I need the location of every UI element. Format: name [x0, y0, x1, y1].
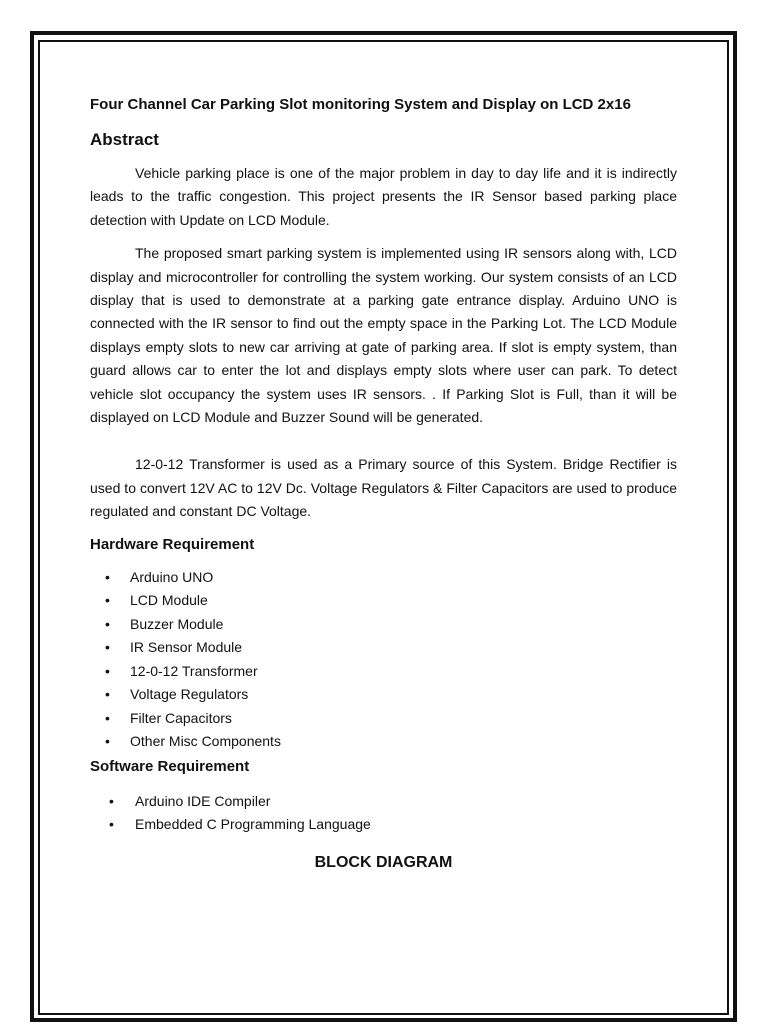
abstract-paragraph-3: 12-0-12 Transformer is used as a Primary source of this System. Bridge Rectifier is used to convert 12V AC to 12V Dc. Voltage Regulators & Filter Capacitors are used to produce regulated and constant DC Voltage.	[90, 456, 677, 520]
list-item: • 12-0-12 Transformer	[90, 660, 677, 684]
list-item: • LCD Module	[90, 589, 677, 613]
hardware-requirement-heading: Hardware Requirement	[90, 535, 255, 553]
abstract-paragraph-2: The proposed smart parking system is implemented using IR sensors along with, LCD display and microcontroller for controlling the system working. Our system consists of an LCD display that is used to demonstrate at a parking gate entrance display. Arduino UNO is connected with the IR sensor to find out the empty space in the Parking Lot. The LCD Module displays empty slots to new car arriving at gate of parking area. If slot is empty system, than guard allows car to enter the lot and displays empty slots where user can park. To detect vehicle slot occupancy the system uses IR sensors. . If Parking Slot is Full, than it will be displayed on LCD Module and Buzzer Sound will be generated.	[90, 245, 677, 426]
abstract-heading: Abstract	[90, 130, 159, 149]
list-item: • IR Sensor Module	[90, 636, 677, 660]
list-item: • Arduino UNO	[90, 566, 677, 590]
block-diagram-heading: BLOCK DIAGRAM	[314, 853, 453, 871]
document-title: Four Channel Car Parking Slot monitoring System and Display on LCD 2x16	[90, 96, 631, 113]
list-item: • Embedded C Programming Language	[90, 813, 677, 837]
list-item: • Arduino IDE Compiler	[90, 790, 677, 814]
list-item: • Voltage Regulators	[90, 683, 677, 707]
abstract-paragraph-1: Vehicle parking place is one of the major problem in day to day life and it is indirectly leads to the traffic congestion. This project presents the IR Sensor based parking place detection with Update on LCD Module.	[90, 165, 677, 228]
software-requirement-list	[90, 790, 677, 837]
list-item: • Filter Capacitors	[90, 707, 677, 731]
software-requirement-heading: Software Requirement	[90, 757, 250, 775]
document-body	[90, 92, 677, 875]
list-item: • Buzzer Module	[90, 613, 677, 637]
hardware-requirement-list	[90, 566, 677, 754]
list-item: • Other Misc Components	[90, 730, 677, 754]
